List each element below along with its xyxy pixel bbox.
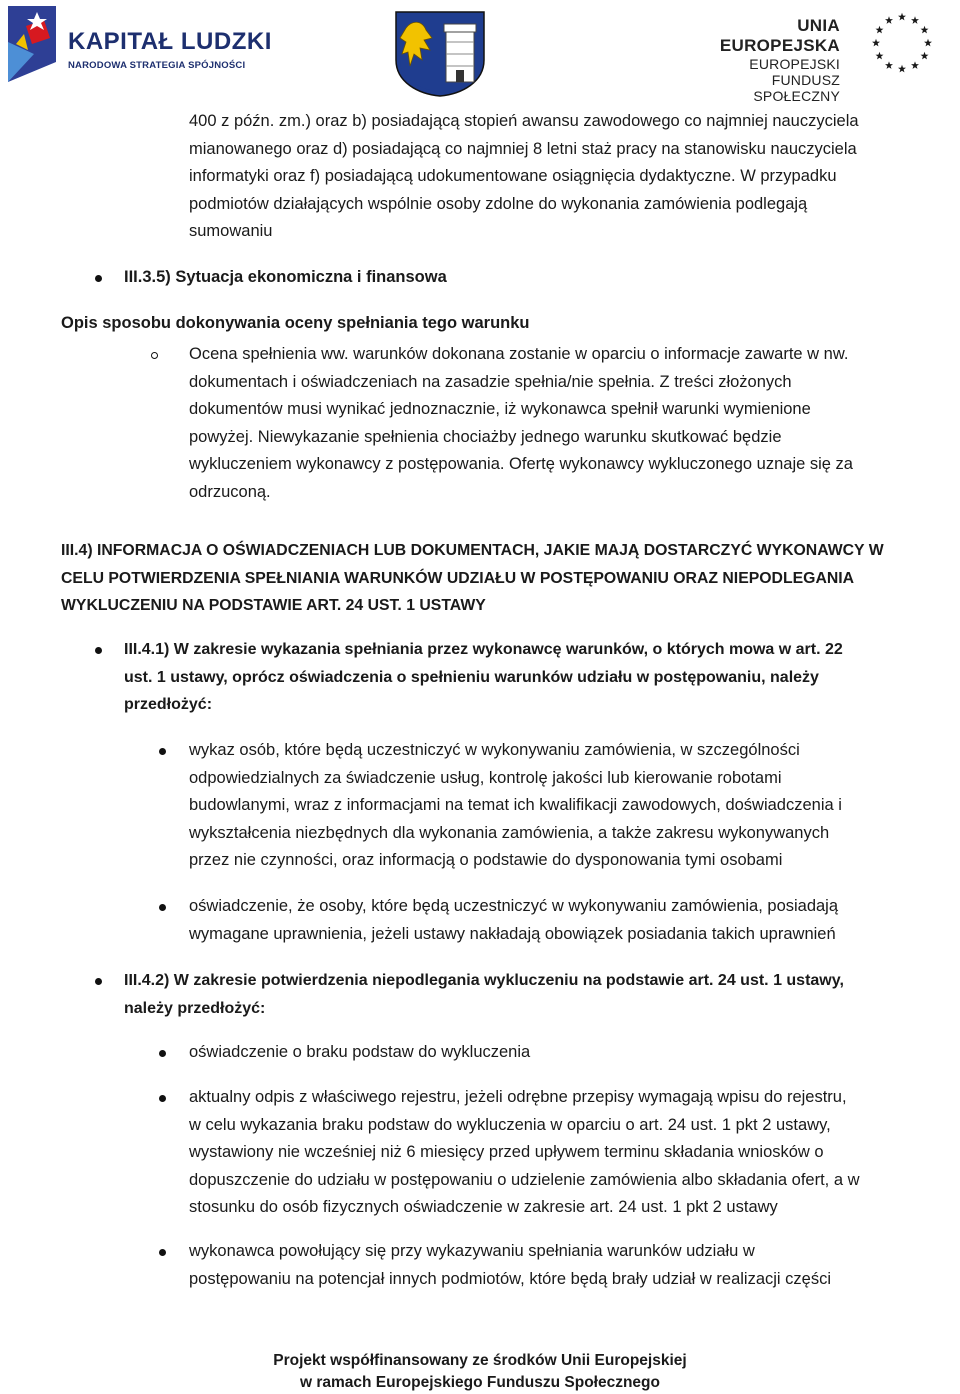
text-line: dokumentach i oświadczeniach na zasadzie spełnia/nie spełnia. Z treści złożonych (189, 372, 792, 391)
eu-star-icon (924, 39, 932, 47)
text-line: wykluczeniem wykonawcy z postępowania. Ofertę wykonawcy wykluczonego uznaje się za (189, 455, 853, 473)
text-line: postępowaniu na potencjał innych podmiotów, które będą brały udział w realizacji części (189, 1269, 832, 1288)
eu-star-icon (885, 61, 893, 69)
eu-star-icon (872, 39, 880, 47)
text-line: aktualny odpis z właściwego rejestru, jeżeli odrębne przepisy wymagają wpisu do rejestru, (189, 1088, 847, 1106)
section-heading-iii-4-1 (124, 636, 843, 719)
text-line: odrzuconą. (189, 482, 271, 501)
kapital-ludzki-subtitle: NARODOWA STRATEGIA SPÓJNOŚCI (68, 60, 246, 71)
bullet-icon (159, 904, 166, 911)
text-line: podmiotów działających wspólnie osoby zdolne do wykonania zamówienia podlegają (189, 194, 808, 213)
text-line: powyżej. Niewykazanie spełnienia chociażby jednego warunku skutkować będzie (189, 427, 782, 446)
text-line: odpowiedzialnych za świadczenie usług, kontrolę jakości lub kierowanie robotami (189, 768, 782, 787)
text-line: dokumentów musi wynikać jednoznacznie, iż wykonawca spełnił warunki wymienione (189, 400, 811, 418)
text-line: wystawiony nie wcześniej niż 6 miesięcy przed upływem terminu składania wniosków o (189, 1143, 824, 1161)
opis-heading: Opis sposobu dokonywania oceny spełniania tego warunku (61, 314, 530, 332)
paragraph-ocena (189, 341, 853, 506)
text-line: sumowaniu (189, 222, 273, 240)
text-line: wymagane uprawnienia, jeżeli ustawy nakładają obowiązek posiadania takich uprawnień (189, 924, 836, 943)
eu-star-icon (898, 65, 906, 73)
kapital-ludzki-title: KAPITAŁ LUDZKI (68, 28, 272, 55)
text-line: CELU POTWIERDZENIA SPEŁNIANIA WARUNKÓW UDZIAŁU W POSTĘPOWANIU ORAZ NIEPODLEGANIA (61, 569, 855, 587)
eu-star-icon (911, 16, 919, 24)
section-heading-iii-3-5: III.3.5) Sytuacja ekonomiczna i finansowa (124, 268, 447, 286)
eu-stars-flag-icon (852, 8, 948, 78)
eu-label-line1: UNIA EUROPEJSKA (719, 16, 840, 55)
eu-star-icon (875, 26, 883, 34)
text-line: dopuszczenie do udziału w postępowaniu o udzielenie zamówienia albo składania ofert, a w (189, 1170, 860, 1189)
bullet-icon (159, 748, 166, 755)
text-line: w celu wykazania braku podstaw do wykluczenia w oparciu o art. 24 ust. 1 pkt 2 ustawy, (189, 1115, 831, 1134)
text-line: przez nie czynności, oraz informacją o podstawie do dysponowania tymi osobami (189, 851, 783, 869)
text-line: stosunku do osób fizycznych oświadczenie w zakresie art. 24 ust. 1 pkt 2 ustawy (189, 1198, 778, 1216)
eu-label (690, 16, 840, 104)
bullet-icon (159, 1050, 166, 1057)
eu-star-icon (921, 26, 929, 34)
eu-star-icon (875, 52, 883, 60)
eu-label-line3: FUNDUSZ SPOŁECZNY (753, 72, 840, 104)
eu-star-icon (911, 61, 919, 69)
kapital-ludzki-logo (4, 4, 272, 88)
eu-star-icon (885, 16, 893, 24)
eu-star-icon (898, 13, 906, 21)
bullet-icon (95, 275, 102, 282)
text-line: III.4) INFORMACJA O OŚWIADCZENIACH LUB DOKUMENTACH, JAKIE MAJĄ DOSTARCZYĆ WYKONAWCY W (61, 542, 884, 559)
text-line: Ocena spełnienia ww. warunków dokonana zostanie w oparciu o informacje zawarte w nw. (189, 345, 849, 363)
list-item-odpis-rejestru (189, 1084, 860, 1222)
text-line: III.4.1) W zakresie wykazania spełniania przez wykonawcę warunków, o których mowa w art. 22 (124, 641, 843, 658)
text-line: wykształcenia niezbędnych dla wykonania zamówienia, a także zakresu wykonywanych (189, 823, 830, 842)
text-line: oświadczenie, że osoby, które będą uczestniczyć w wykonywaniu zamówienia, posiadają (189, 897, 839, 915)
kapital-ludzki-mark-icon (4, 4, 62, 84)
text-line: wykonawca powołujący się przy wykazywaniu spełniania warunków udziału w (189, 1242, 755, 1260)
bullet-icon (159, 1095, 166, 1102)
list-item-wykaz-osob (189, 737, 842, 875)
list-item-oswiadczenie-uprawnienia (189, 893, 838, 948)
section-heading-iii-4 (61, 537, 884, 620)
paragraph-qualifications (189, 108, 859, 246)
text-line: informatyki oraz f) posiadającą udokumentowane osiągnięcia dydaktyczne. W przypadku (189, 167, 837, 185)
footer-line2: w ramach Europejskiego Funduszu Społecznego (299, 1374, 660, 1391)
text-line: budowlanymi, wraz z informacjami na temat ich kwalifikacji zawodowych, doświadczenia i (189, 796, 842, 814)
bullet-icon (95, 978, 102, 985)
bullet-icon (95, 647, 102, 654)
bullet-icon (159, 1249, 166, 1256)
footer-line1: Projekt współfinansowany ze środków Unii Europejskiej (273, 1352, 687, 1369)
section-heading-iii-4-2 (124, 967, 844, 1022)
page-footer (0, 1350, 960, 1394)
text-line: mianowanego oraz d) posiadającą co najmniej 8 letni staż pracy na stanowisku nauczyciela (189, 139, 857, 158)
text-line: ust. 1 ustawy, oprócz oświadczenia o spełnieniu warunków udziału w postępowaniu, należy (124, 668, 819, 686)
page-header (0, 0, 960, 104)
text-line: III.4.2) W zakresie potwierdzenia niepodlegania wykluczeniu na podstawie art. 24 ust. 1 ustawy, (124, 972, 844, 989)
eu-label-line2: EUROPEJSKI (749, 56, 840, 72)
list-item-wykonawca-potencjal (189, 1238, 831, 1293)
text-line: należy przedłożyć: (124, 999, 266, 1017)
eu-star-icon (921, 52, 929, 60)
text-line: 400 z późn. zm.) oraz b) posiadającą stopień awansu zawodowego co najmniej nauczyciela (189, 112, 859, 130)
text-line: WYKLUCZENIU NA PODSTAWIE ART. 24 UST. 1 USTAWY (61, 597, 486, 614)
text-line: wykaz osób, które będą uczestniczyć w wykonywaniu zamówienia, w szczególności (189, 741, 800, 759)
list-item-brak-podstaw: oświadczenie o braku podstaw do wykluczenia (189, 1043, 531, 1061)
circle-bullet-icon (151, 352, 158, 359)
city-coat-of-arms-icon (392, 8, 488, 98)
text-line: przedłożyć: (124, 696, 213, 713)
